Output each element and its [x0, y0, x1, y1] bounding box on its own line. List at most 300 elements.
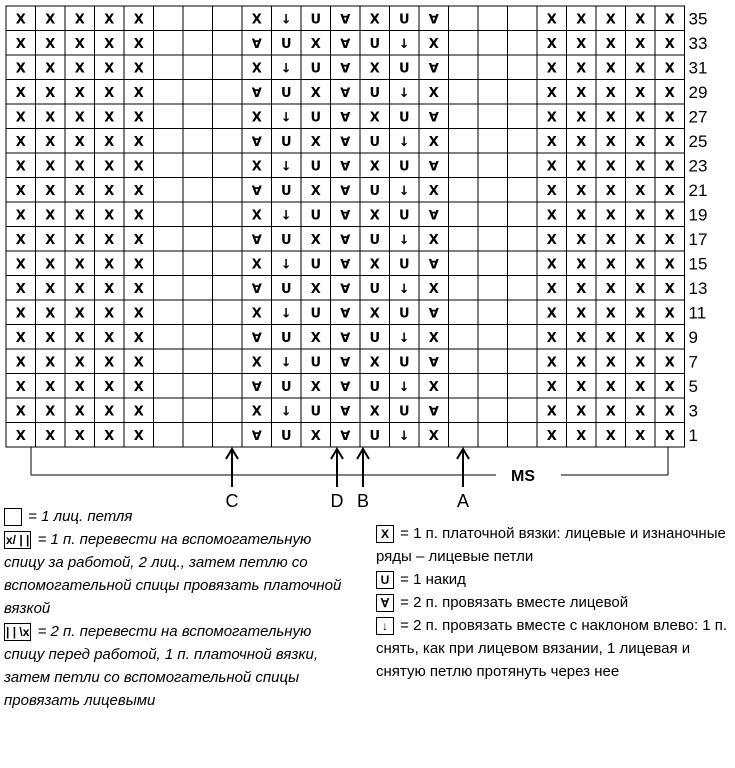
cell-symbol: X [74, 428, 85, 444]
cell-symbol: X [428, 134, 439, 150]
cell-symbol: X [15, 12, 26, 28]
cell-symbol: ∀ [340, 61, 351, 77]
cell-symbol: X [45, 183, 56, 199]
chart-cell [449, 153, 479, 178]
cell-symbol: X [104, 330, 115, 346]
cell-symbol: ∀ [251, 428, 262, 444]
cell-symbol: X [369, 61, 380, 77]
cell-symbol: X [664, 428, 675, 444]
cell-symbol: U [369, 36, 381, 52]
cell-symbol: ∀ [340, 208, 351, 224]
cell-symbol: X [635, 281, 646, 297]
cell-symbol: X [74, 330, 85, 346]
chart-cell [183, 300, 213, 325]
row-number: 25 [688, 131, 708, 151]
cell-symbol: ∀ [251, 232, 262, 248]
chart-cell [508, 31, 538, 56]
chart-cell [183, 6, 213, 31]
chart-cell [213, 153, 243, 178]
cell-symbol: U [310, 110, 322, 126]
row-number: 3 [688, 401, 698, 421]
cell-symbol: X [74, 159, 85, 175]
cell-symbol: X [133, 306, 144, 322]
cell-symbol: X [15, 355, 26, 371]
cell-symbol: X [15, 281, 26, 297]
cell-symbol: ↓ [398, 183, 410, 199]
cell-symbol: X [664, 61, 675, 77]
chart-cell [478, 129, 508, 154]
cell-symbol: X [635, 379, 646, 395]
cell-symbol: ↓ [280, 355, 292, 371]
cell-symbol: ↓ [280, 257, 292, 273]
chart-cell [508, 300, 538, 325]
row-number: 35 [688, 9, 708, 29]
chart-cell [213, 349, 243, 374]
chart-cell [478, 6, 508, 31]
cell-symbol: U [310, 257, 322, 273]
cell-symbol: ↓ [398, 232, 410, 248]
cell-symbol: X [605, 134, 616, 150]
chart-cell [183, 325, 213, 350]
k2tog-left-icon: ↓ [376, 617, 394, 635]
chart-cell [478, 374, 508, 399]
cell-symbol: X [576, 183, 587, 199]
cell-symbol: ↓ [398, 134, 410, 150]
chart-cell [154, 423, 184, 448]
cell-symbol: X [369, 208, 380, 224]
chart-cell [154, 374, 184, 399]
chart-cell [449, 129, 479, 154]
chart-cell [508, 374, 538, 399]
cell-symbol: ∀ [428, 61, 439, 77]
cell-symbol: ∀ [428, 355, 439, 371]
chart-cell [478, 349, 508, 374]
cell-symbol: X [15, 183, 26, 199]
cell-symbol: X [369, 257, 380, 273]
cell-symbol: X [104, 281, 115, 297]
cell-symbol: X [74, 355, 85, 371]
cell-symbol: X [576, 134, 587, 150]
chart-cell [213, 6, 243, 31]
cell-symbol: ↓ [398, 36, 410, 52]
cell-symbol: X [546, 208, 557, 224]
chart-cell [508, 423, 538, 448]
chart-cell [449, 349, 479, 374]
cell-symbol: X [74, 61, 85, 77]
chart-cell [449, 251, 479, 276]
cell-symbol: X [546, 61, 557, 77]
cell-symbol: X [133, 61, 144, 77]
cell-symbol: X [45, 36, 56, 52]
cell-symbol: ∀ [251, 330, 262, 346]
chart-cell [508, 349, 538, 374]
cell-symbol: X [104, 355, 115, 371]
cell-symbol: X [15, 232, 26, 248]
cell-symbol: X [104, 36, 115, 52]
chart-cell [508, 276, 538, 301]
cell-symbol: X [104, 134, 115, 150]
cell-symbol: ∀ [251, 281, 262, 297]
cell-symbol: X [104, 110, 115, 126]
cell-symbol: X [251, 61, 262, 77]
chart-cell [213, 374, 243, 399]
cell-symbol: ∀ [251, 379, 262, 395]
cell-symbol: X [15, 134, 26, 150]
cell-symbol: X [15, 404, 26, 420]
cell-symbol: X [45, 428, 56, 444]
cell-symbol: X [576, 85, 587, 101]
cell-symbol: X [133, 404, 144, 420]
cell-symbol: U [310, 355, 322, 371]
chart-cell [183, 276, 213, 301]
chart-cell [154, 325, 184, 350]
cell-symbol: X [576, 12, 587, 28]
cell-symbol: X [310, 85, 321, 101]
cell-symbol: U [398, 257, 410, 273]
cell-symbol: X [635, 159, 646, 175]
chart-cell [449, 104, 479, 129]
cell-symbol: X [251, 404, 262, 420]
cell-symbol: X [369, 110, 380, 126]
chart-cell [478, 325, 508, 350]
cell-symbol: U [310, 208, 322, 224]
cell-symbol: X [635, 110, 646, 126]
cell-symbol: X [605, 61, 616, 77]
cell-symbol: ∀ [340, 281, 351, 297]
legend-cross-left [4, 620, 344, 712]
cell-symbol: X [635, 208, 646, 224]
cell-symbol: U [280, 85, 292, 101]
cell-symbol: X [605, 12, 616, 28]
cell-symbol: X [605, 379, 616, 395]
cell-symbol: X [428, 85, 439, 101]
cell-symbol: X [310, 36, 321, 52]
chart-cell [508, 178, 538, 203]
cell-symbol: X [45, 110, 56, 126]
chart-cell [154, 80, 184, 105]
chart-cell [508, 80, 538, 105]
cell-symbol: X [104, 61, 115, 77]
cell-symbol: X [428, 330, 439, 346]
chart-cell [213, 398, 243, 423]
row-number: 17 [688, 229, 708, 249]
chart-cell [213, 129, 243, 154]
chart-cell [154, 6, 184, 31]
cell-symbol: X [546, 281, 557, 297]
chart-cell [154, 300, 184, 325]
cell-symbol: X [576, 355, 587, 371]
cell-symbol: X [576, 428, 587, 444]
cell-symbol: X [428, 428, 439, 444]
chart-cell [478, 80, 508, 105]
chart-cell [183, 374, 213, 399]
cell-symbol: ∀ [340, 110, 351, 126]
cell-symbol: ∀ [428, 110, 439, 126]
cell-symbol: X [605, 428, 616, 444]
row-number: 9 [688, 327, 698, 347]
chart-cell [449, 31, 479, 56]
cell-symbol: U [280, 379, 292, 395]
chart-cell [478, 31, 508, 56]
row-number: 21 [688, 180, 708, 200]
cell-symbol: X [664, 134, 675, 150]
cell-symbol: X [576, 281, 587, 297]
cell-symbol: X [546, 232, 557, 248]
cell-symbol: X [576, 159, 587, 175]
cell-symbol: X [369, 12, 380, 28]
cell-symbol: X [45, 355, 56, 371]
cell-symbol: X [74, 379, 85, 395]
cell-symbol: X [546, 306, 557, 322]
chart-cell [154, 227, 184, 252]
cell-symbol: ↓ [280, 404, 292, 420]
cell-symbol: X [104, 257, 115, 273]
cell-symbol: X [546, 257, 557, 273]
cell-symbol: ∀ [251, 36, 262, 52]
cell-symbol: X [251, 208, 262, 224]
cell-symbol: X [133, 183, 144, 199]
chart-cell [478, 276, 508, 301]
cell-symbol: U [369, 281, 381, 297]
cell-symbol: ∀ [340, 159, 351, 175]
cell-symbol: X [15, 208, 26, 224]
chart-cell [213, 55, 243, 80]
cell-symbol: X [664, 257, 675, 273]
chart-cell [183, 80, 213, 105]
legend-k2tog-left-text: = 2 п. провязать вместе с наклоном влево: 1 п. снять, как при лицевом вязании, 1 лицевая и снятую петлю протянуть через нее [376, 617, 728, 680]
cell-symbol: X [15, 61, 26, 77]
cell-symbol: ∀ [340, 379, 351, 395]
cell-symbol: X [635, 134, 646, 150]
chart-cell [478, 300, 508, 325]
cell-symbol: X [635, 257, 646, 273]
cell-symbol: X [369, 159, 380, 175]
cross-right-icon: x/ | | [6, 533, 30, 548]
cell-symbol: U [280, 183, 292, 199]
cell-symbol: X [45, 257, 56, 273]
cell-symbol: X [664, 36, 675, 52]
cell-symbol: ∀ [340, 404, 351, 420]
cell-symbol: X [45, 281, 56, 297]
cell-symbol: X [576, 36, 587, 52]
cell-symbol: X [74, 257, 85, 273]
cell-symbol: X [605, 355, 616, 371]
chart-cell [213, 31, 243, 56]
legend-knit-text: = 1 лиц. петля [28, 508, 133, 525]
chart-cell [183, 398, 213, 423]
cell-symbol: X [605, 36, 616, 52]
cell-symbol: ∀ [340, 355, 351, 371]
cell-symbol: U [398, 355, 410, 371]
cell-symbol: ↓ [280, 306, 292, 322]
cell-symbol: X [74, 306, 85, 322]
legend-left [4, 505, 344, 712]
cell-symbol: X [664, 208, 675, 224]
chart-cell [449, 300, 479, 325]
cell-symbol: X [45, 330, 56, 346]
cell-symbol: X [251, 306, 262, 322]
cell-symbol: ∀ [428, 306, 439, 322]
row-number: 23 [688, 156, 708, 176]
cell-symbol: X [74, 36, 85, 52]
cell-symbol: X [428, 379, 439, 395]
marker-label: D [330, 491, 344, 511]
cell-symbol: X [15, 159, 26, 175]
cell-symbol: X [576, 208, 587, 224]
chart-cell [478, 227, 508, 252]
cell-symbol: X [635, 306, 646, 322]
cell-symbol: X [635, 12, 646, 28]
cell-symbol: X [251, 12, 262, 28]
chart-cell [449, 6, 479, 31]
chart-cell [449, 398, 479, 423]
cell-symbol: ↓ [398, 379, 410, 395]
cell-symbol: X [605, 159, 616, 175]
legend-right [376, 522, 728, 683]
cell-symbol: X [664, 12, 675, 28]
cell-symbol: X [605, 208, 616, 224]
chart-cell [213, 227, 243, 252]
cell-symbol: X [428, 183, 439, 199]
cell-symbol: ∀ [340, 330, 351, 346]
cell-symbol: X [310, 379, 321, 395]
cell-symbol: U [398, 110, 410, 126]
chart-cell [154, 104, 184, 129]
cell-symbol: X [45, 208, 56, 224]
chart-cell [154, 153, 184, 178]
legend-yarnover [376, 568, 728, 591]
cell-symbol: X [104, 379, 115, 395]
k2tog-icon: ∀ [376, 594, 394, 612]
ms-label: MS [511, 468, 535, 485]
knit-box-icon [4, 508, 22, 526]
cell-symbol: X [15, 36, 26, 52]
cell-symbol: X [546, 183, 557, 199]
cell-symbol: X [104, 12, 115, 28]
cell-symbol: ∀ [340, 85, 351, 101]
cell-symbol: U [369, 232, 381, 248]
chart-cell [449, 55, 479, 80]
cell-symbol: X [576, 232, 587, 248]
legend-k2tog-left [376, 614, 728, 683]
chart-cell [213, 325, 243, 350]
cell-symbol: U [280, 330, 292, 346]
cell-symbol: X [664, 159, 675, 175]
cell-symbol: ↓ [280, 208, 292, 224]
chart-cell [449, 325, 479, 350]
cell-symbol: X [104, 159, 115, 175]
cell-symbol: X [133, 428, 144, 444]
cell-symbol: X [74, 134, 85, 150]
cell-symbol: X [133, 330, 144, 346]
cell-symbol: X [133, 379, 144, 395]
cell-symbol: ∀ [340, 306, 351, 322]
cell-symbol: U [280, 281, 292, 297]
chart-cell [154, 251, 184, 276]
cell-symbol: X [664, 183, 675, 199]
cell-symbol: ∀ [340, 257, 351, 273]
cell-symbol: ∀ [340, 428, 351, 444]
cell-symbol: X [664, 404, 675, 420]
legend-knit [4, 505, 344, 528]
cell-symbol: X [133, 257, 144, 273]
cell-symbol: X [605, 232, 616, 248]
row-number: 15 [688, 254, 708, 274]
cell-symbol: X [45, 306, 56, 322]
cell-symbol: X [74, 208, 85, 224]
cell-symbol: ∀ [340, 183, 351, 199]
cell-symbol: X [15, 330, 26, 346]
cell-symbol: ∀ [428, 159, 439, 175]
cell-symbol: X [369, 355, 380, 371]
row-number: 13 [688, 278, 708, 298]
chart-cell [213, 80, 243, 105]
chart-cell [183, 104, 213, 129]
cell-symbol: U [398, 404, 410, 420]
cell-symbol: ↓ [280, 61, 292, 77]
cell-symbol: U [310, 306, 322, 322]
cell-symbol: X [605, 281, 616, 297]
cell-symbol: U [369, 330, 381, 346]
cell-symbol: X [546, 379, 557, 395]
cell-symbol: X [104, 428, 115, 444]
cell-symbol: X [546, 110, 557, 126]
cell-symbol: X [635, 85, 646, 101]
row-number: 1 [688, 425, 698, 445]
cell-symbol: X [45, 85, 56, 101]
cell-symbol: X [546, 159, 557, 175]
cell-symbol: X [576, 257, 587, 273]
cell-symbol: X [635, 36, 646, 52]
marker-label: C [225, 491, 239, 511]
cell-symbol: X [45, 134, 56, 150]
chart-cell [478, 398, 508, 423]
yarnover-icon: U [376, 571, 394, 589]
cell-symbol: X [428, 281, 439, 297]
chart-cell [183, 227, 213, 252]
cell-symbol: U [369, 428, 381, 444]
cell-symbol: X [133, 110, 144, 126]
cell-symbol: U [280, 36, 292, 52]
cell-symbol: X [310, 232, 321, 248]
cell-symbol: X [605, 404, 616, 420]
chart-cell [154, 349, 184, 374]
cell-symbol: X [45, 379, 56, 395]
cell-symbol: X [605, 257, 616, 273]
cell-symbol: U [369, 134, 381, 150]
cell-symbol: X [310, 428, 321, 444]
cell-symbol: X [310, 330, 321, 346]
chart-cell [154, 202, 184, 227]
cell-symbol: X [664, 306, 675, 322]
legend-cross-left-text: = 2 п. перевести на вспомогательную спицу перед работой, 1 п. платочной вязки, затем петли со вспомогательной спицы провязать лицевыми [4, 623, 318, 709]
cell-symbol: X [15, 428, 26, 444]
chart-cell [508, 398, 538, 423]
cell-symbol: X [133, 134, 144, 150]
chart-cell [449, 202, 479, 227]
cell-symbol: X [251, 355, 262, 371]
cell-symbol: X [74, 12, 85, 28]
chart-cell [154, 31, 184, 56]
row-number: 33 [688, 33, 708, 53]
chart-cell [478, 55, 508, 80]
cell-symbol: X [74, 281, 85, 297]
chart-cell [213, 276, 243, 301]
chart-cell [478, 202, 508, 227]
cell-symbol: ↓ [398, 428, 410, 444]
cell-symbol: X [45, 159, 56, 175]
chart-cell [183, 202, 213, 227]
